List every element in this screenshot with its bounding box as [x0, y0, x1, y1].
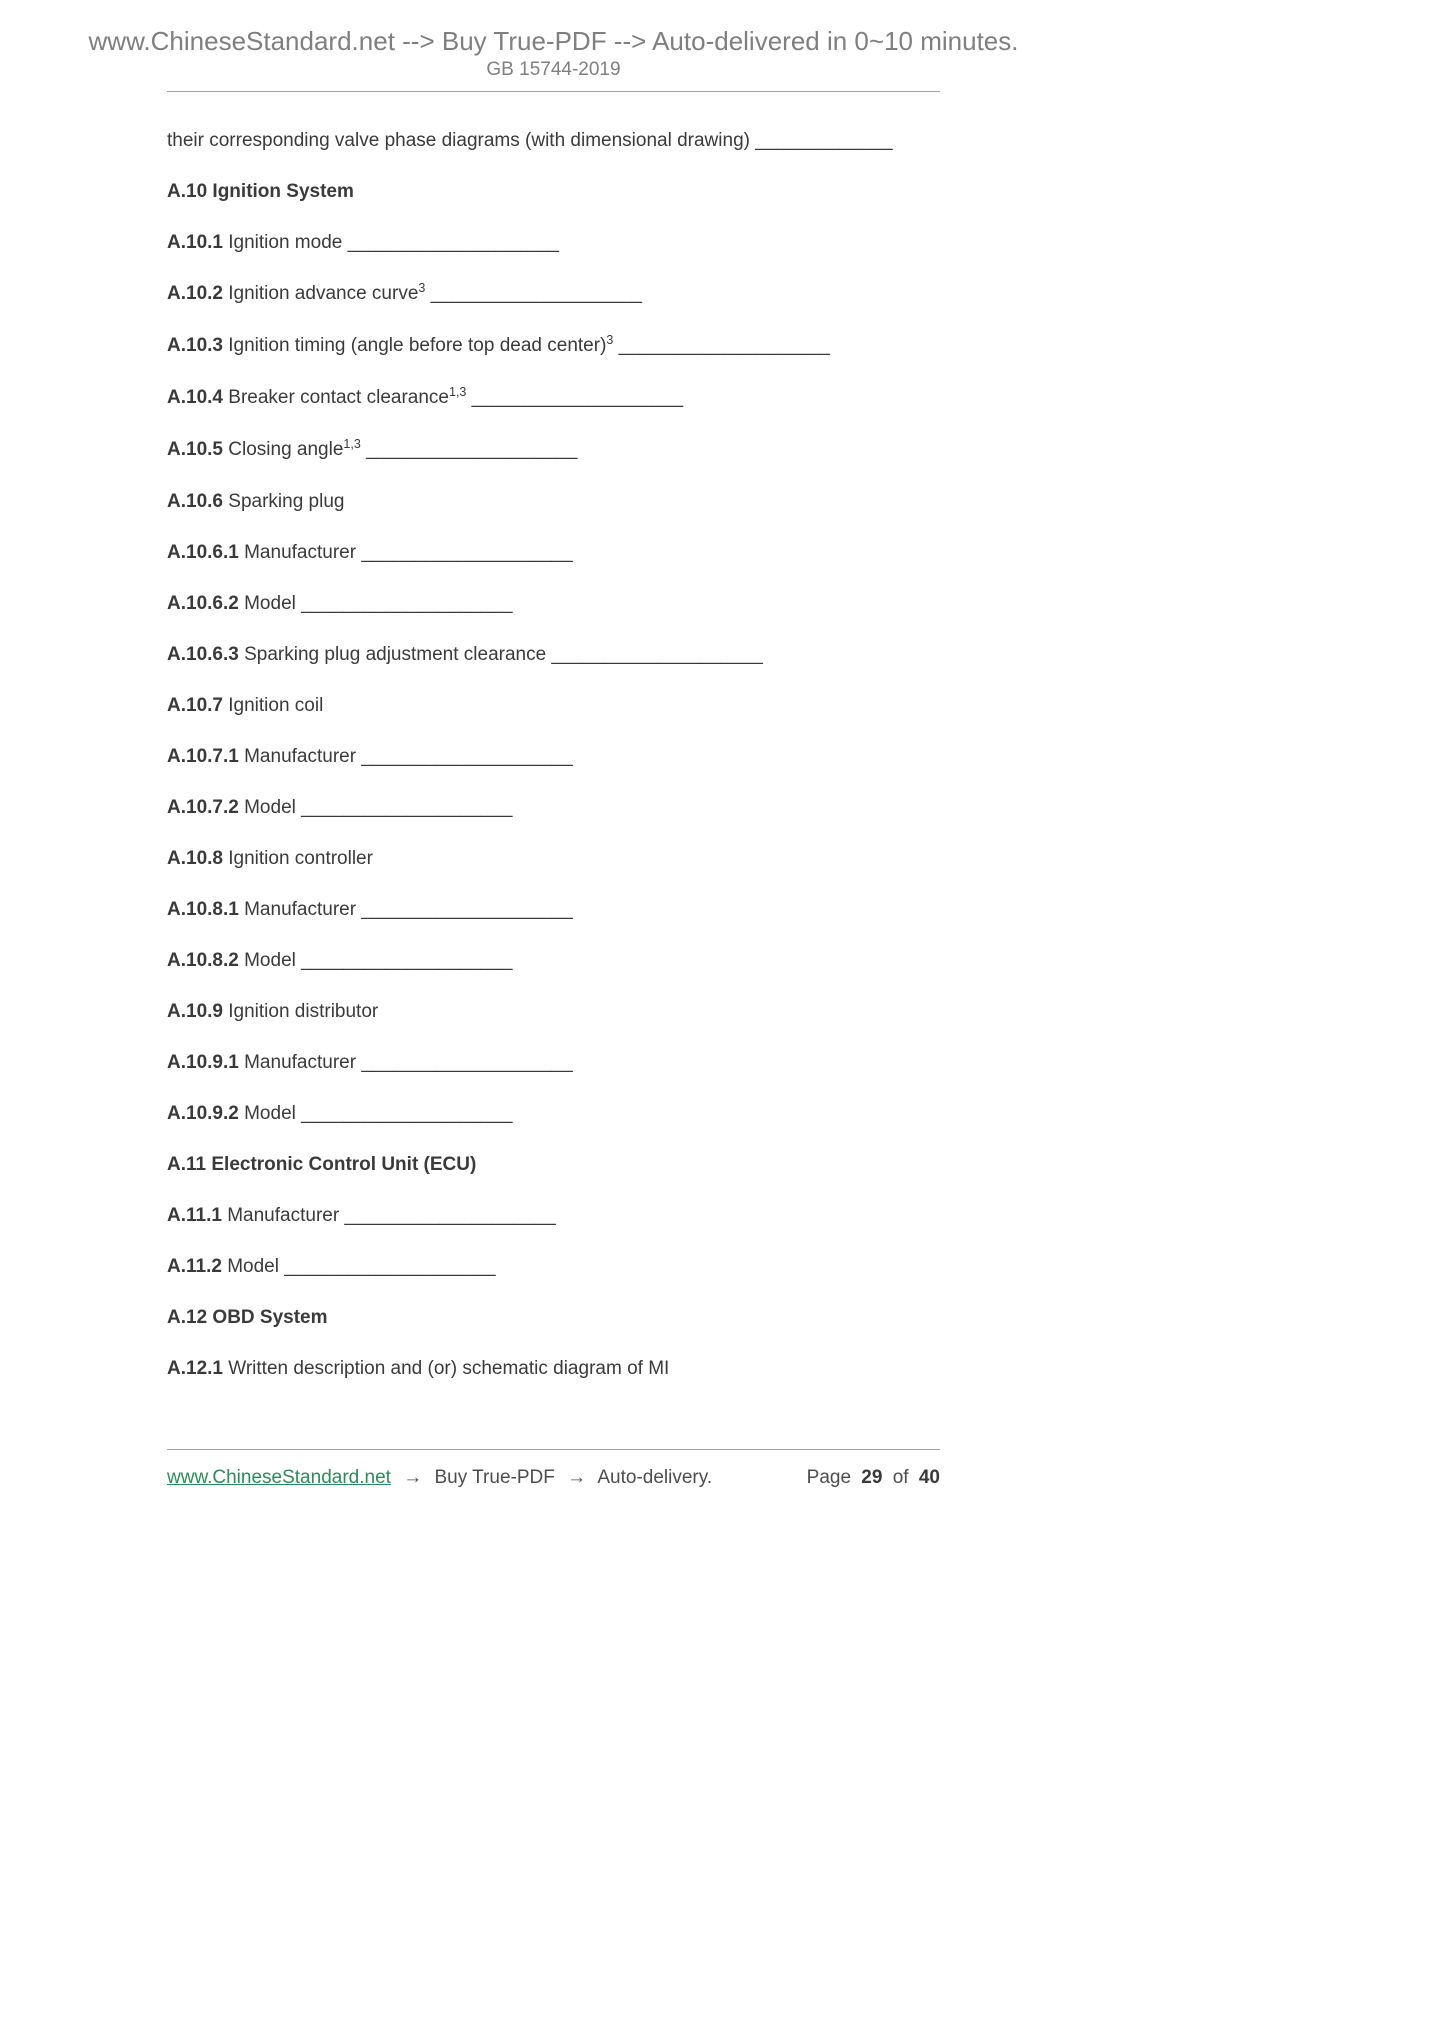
of-label: of	[892, 1467, 909, 1488]
item-text: OBD System	[212, 1307, 328, 1328]
blank-line: ____________________	[301, 797, 513, 818]
item-number: A.10	[167, 181, 208, 202]
header-banner	[88, 0, 1019, 57]
item-text: Manufacturer	[244, 746, 357, 767]
header-banner-text: www.ChineseStandard.net --> Buy True-PDF --> Auto-delivered in 0~10 minutes.	[88, 26, 1019, 56]
doc-number: GB 15744-2019	[486, 59, 621, 80]
item-text: Sparking plug adjustment clearance	[244, 644, 547, 665]
form-line	[167, 382, 940, 415]
item-number: A.11	[167, 1154, 207, 1175]
footnote-reference: 1,3	[343, 437, 361, 451]
page-current: 29	[861, 1467, 883, 1488]
footnote-reference: 3	[418, 281, 426, 295]
form-line	[167, 537, 940, 569]
item-text: Ignition distributor	[228, 1001, 379, 1022]
form-line	[167, 278, 940, 311]
footnote-reference: 3	[606, 333, 614, 347]
item-number: A.10.1	[167, 232, 223, 253]
item-text: their corresponding valve phase diagrams (with dimensional drawing)	[167, 130, 750, 151]
item-text: Ignition coil	[228, 695, 324, 716]
item-number: A.10.6.2	[167, 593, 239, 614]
item-text: Model	[244, 1103, 296, 1124]
item-text: Written description and (or) schematic diagram of MI	[228, 1358, 670, 1379]
blank-line: ____________________	[361, 899, 573, 920]
blank-line: ____________________	[551, 644, 763, 665]
item-number: A.12.1	[167, 1358, 223, 1379]
footer-tail-text: Auto-delivery.	[597, 1467, 713, 1488]
item-number: A.10.8	[167, 848, 223, 869]
form-line	[167, 1200, 940, 1232]
section-heading	[167, 1302, 940, 1334]
item-number: A.10.7.1	[167, 746, 239, 767]
form-line	[167, 588, 940, 620]
footnote-reference: 1,3	[449, 385, 467, 399]
page-label: Page	[806, 1467, 852, 1488]
item-text: Model	[244, 797, 296, 818]
item-text: Breaker contact clearance	[228, 387, 449, 408]
item-text: Ignition timing (angle before top dead center)	[228, 335, 607, 356]
item-text: Manufacturer	[244, 899, 357, 920]
blank-line: ____________________	[471, 387, 684, 408]
item-number: A.10.2	[167, 283, 223, 304]
blank-line: ____________________	[361, 1052, 573, 1073]
item-text: Ignition controller	[228, 848, 373, 869]
item-text: Electronic Control Unit (ECU)	[211, 1154, 477, 1175]
item-number: A.10.7	[167, 695, 223, 716]
blank-line: ____________________	[366, 439, 578, 460]
form-line	[167, 792, 940, 824]
blank-line: ____________________	[301, 1103, 513, 1124]
item-text: Sparking plug	[228, 491, 345, 512]
blank-line: _____________	[755, 130, 893, 151]
blank-line: ____________________	[430, 283, 642, 304]
arrow-right-icon: →	[403, 1467, 423, 1488]
item-text: Manufacturer	[244, 542, 357, 563]
form-line	[167, 639, 940, 671]
item-text: Closing angle	[228, 439, 344, 460]
item-text: Manufacturer	[227, 1205, 340, 1226]
item-number: A.10.8.2	[167, 950, 239, 971]
form-line	[167, 996, 940, 1028]
item-number: A.10.4	[167, 387, 223, 408]
blank-line: ____________________	[301, 593, 513, 614]
arrow-right-icon: →	[567, 1467, 587, 1488]
section-heading	[167, 176, 940, 208]
item-number: A.10.6	[167, 491, 223, 512]
item-number: A.10.6.3	[167, 644, 239, 665]
blank-line: ____________________	[284, 1256, 496, 1277]
page-footer	[167, 1467, 940, 1489]
item-number: A.10.9.2	[167, 1103, 239, 1124]
form-line	[167, 894, 940, 926]
item-number: A.11.2	[167, 1256, 222, 1277]
form-line	[167, 690, 940, 722]
item-number: A.11.1	[167, 1205, 222, 1226]
footer-link[interactable]: www.ChineseStandard.net	[167, 1467, 391, 1488]
item-text: Model	[227, 1256, 279, 1277]
content-column	[88, 0, 1019, 1404]
item-number: A.10.5	[167, 439, 223, 460]
header-rule	[167, 91, 940, 92]
blank-line: ____________________	[301, 950, 513, 971]
footer-middle-text: Buy True-PDF	[434, 1467, 555, 1488]
form-line	[167, 1251, 940, 1283]
form-line	[167, 227, 940, 259]
form-line	[167, 330, 940, 363]
item-number: A.10.7.2	[167, 797, 239, 818]
item-text: Ignition mode	[228, 232, 343, 253]
form-line	[167, 741, 940, 773]
blank-line: ____________________	[618, 335, 830, 356]
form-line	[167, 1047, 940, 1079]
blank-line: ____________________	[361, 542, 573, 563]
section-heading	[167, 1149, 940, 1181]
blank-line: ____________________	[361, 746, 573, 767]
form-line	[167, 1098, 940, 1130]
footer-rule	[167, 1449, 940, 1450]
blank-line: ____________________	[347, 232, 559, 253]
item-text: Model	[244, 593, 296, 614]
item-text: Manufacturer	[244, 1052, 357, 1073]
item-text: Model	[244, 950, 296, 971]
form-line	[167, 843, 940, 875]
item-number: A.10.9	[167, 1001, 223, 1022]
page-indicator	[802, 1467, 940, 1489]
item-number: A.10.9.1	[167, 1052, 239, 1073]
item-number: A.10.6.1	[167, 542, 239, 563]
item-text: Ignition advance curve	[228, 283, 419, 304]
footer-left	[167, 1467, 712, 1489]
page-total: 40	[918, 1467, 940, 1488]
blank-line: ____________________	[344, 1205, 556, 1226]
item-number: A.12	[167, 1307, 208, 1328]
form-line	[167, 945, 940, 977]
document-body	[167, 125, 940, 1385]
form-line	[167, 486, 940, 518]
item-text: Ignition System	[212, 181, 354, 202]
item-number: A.10.8.1	[167, 899, 239, 920]
item-number: A.10.3	[167, 335, 223, 356]
form-line	[167, 125, 940, 157]
form-line	[167, 434, 940, 467]
form-line	[167, 1353, 940, 1385]
